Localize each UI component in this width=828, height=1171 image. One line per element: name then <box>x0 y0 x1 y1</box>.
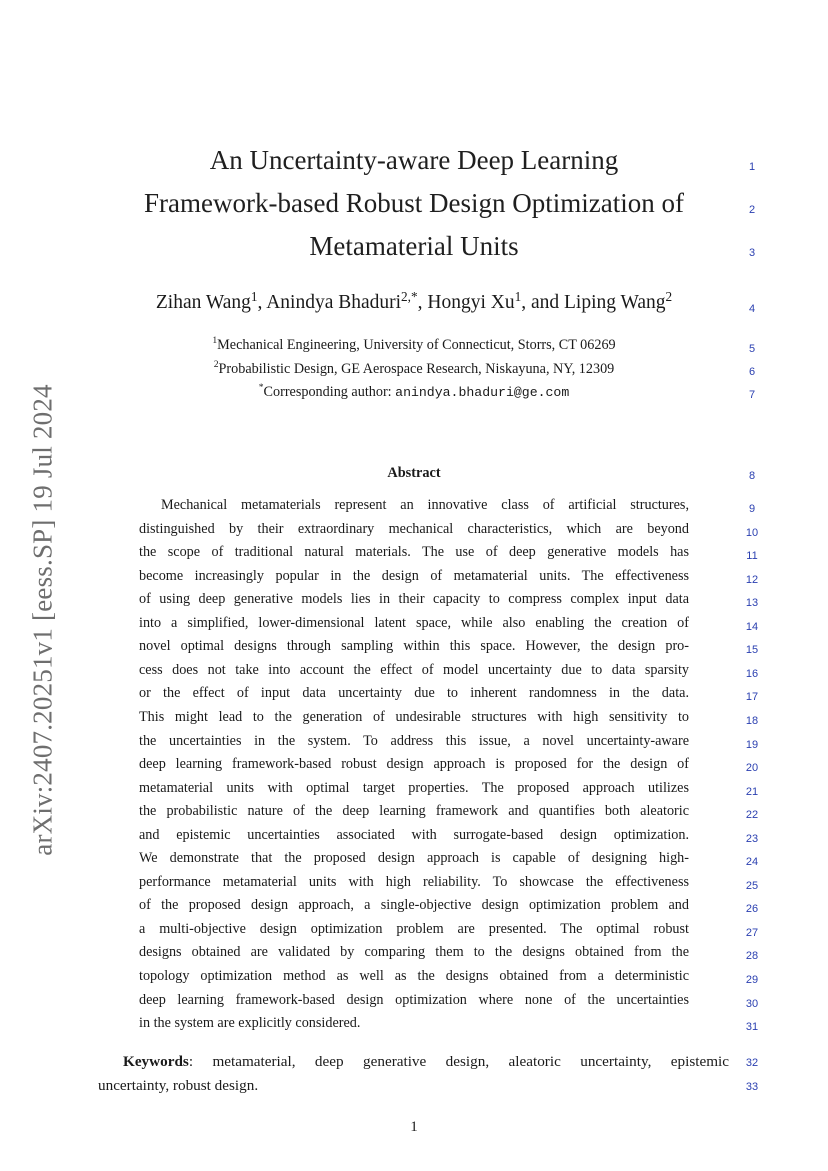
line-number: 15 <box>745 644 759 657</box>
author-name: Liping Wang <box>563 292 666 313</box>
author-name: Anindya Bhaduri <box>266 292 402 313</box>
abstract-line: deep learning framework-based design optimization where none of the uncertainties <box>139 991 689 1008</box>
line-number: 20 <box>745 762 759 775</box>
corresponding-author: *Corresponding author: anindya.bhaduri@ge.com <box>258 382 570 400</box>
title-line-3: Metamaterial Units <box>309 231 519 261</box>
line-number: 11 <box>746 550 758 563</box>
author-affiliation-mark: 2 <box>665 289 673 305</box>
author-list: Zihan Wang$^1$, Anindya Bhaduri$^{2,*}$, Hongyi Xu$^1$, and Liping Wang$^2$ <box>155 289 673 313</box>
arxiv-side-stamp <box>18 370 68 870</box>
abstract-line: deep learning framework-based robust design approach is proposed for the design of <box>139 756 689 773</box>
abstract-line: performance metamaterial units with high reliability. To showcase the effectiveness <box>139 873 689 890</box>
line-number: 24 <box>745 856 759 869</box>
line-number: 7 <box>748 389 756 401</box>
author-affiliation-mark: 2,* <box>401 289 418 305</box>
line-number: 5 <box>748 343 756 355</box>
line-number: 3 <box>748 247 756 259</box>
author-name: Zihan Wang <box>155 292 251 313</box>
line-number: 29 <box>745 974 759 986</box>
line-number: 27 <box>745 926 759 939</box>
abstract-line: metamaterial units with optimal target properties. The proposed approach utilizes <box>139 779 689 796</box>
corresponding-email: anindya.bhaduri@ge.com <box>395 385 570 400</box>
line-number: 22 <box>745 809 759 822</box>
author-name: Hongyi Xu <box>427 292 515 313</box>
abstract-line: the probabilistic nature of the deep learning framework and quantifies both aleatoric <box>139 803 689 820</box>
abstract-line: into a simplified, lower-dimensional latent space, while also enabling the creation of <box>139 614 689 631</box>
line-number: 25 <box>745 879 759 892</box>
line-number: 12 <box>745 573 759 586</box>
affiliation-2: $^2$Probabilistic Design, GE Aerospace Research, Niskayuna, NY, 12309 <box>213 359 615 377</box>
abstract-line: and epistemic uncertainties associated with surrogate-based design optimization. <box>139 826 689 843</box>
line-number: 31 <box>745 1021 759 1034</box>
line-number: 26 <box>745 903 759 916</box>
affiliation-1: $^1$Mechanical Engineering, University of Connecticut, Storrs, CT 06269 <box>212 335 616 353</box>
abstract-line: cess does not take into account the effect of model uncertainty due to data sparsity <box>139 661 689 678</box>
line-number: 10 <box>745 526 759 539</box>
author-affiliation-mark: 1 <box>514 289 522 305</box>
abstract-line: We demonstrate that the proposed design approach is capable of designing high- <box>139 850 689 867</box>
keywords-line-2: uncertainty, robust design. <box>98 1077 259 1094</box>
abstract-line: topology optimization method as well as the designs obtained from a deterministic <box>139 968 689 984</box>
abstract-line: a multi-objective design optimization problem are presented. The optimal robust <box>139 920 689 937</box>
line-number: 9 <box>748 503 756 515</box>
keywords-label: Keywords <box>123 1053 189 1070</box>
line-number: 14 <box>745 620 759 633</box>
title-line-1: An Uncertainty-aware Deep Learning <box>209 145 619 175</box>
abstract-line: become increasingly popular in the design of metamaterial units. The effectiveness <box>139 567 689 584</box>
abstract-line: designs obtained are validated by comparing them to the designs obtained from the <box>139 944 689 961</box>
line-number: 30 <box>745 997 759 1010</box>
line-number: 16 <box>745 667 759 680</box>
line-number: 4 <box>748 303 756 315</box>
line-number: 13 <box>745 597 759 610</box>
abstract-line: the scope of traditional natural materials. The use of deep generative models has <box>139 544 689 561</box>
abstract-line: novel optimal designs through sampling within this space. However, the design pro- <box>139 638 689 655</box>
line-number: 28 <box>745 950 759 963</box>
abstract-line: Mechanical metamaterials represent an innovative class of artificial structures, <box>161 497 689 513</box>
abstract-line: the uncertainties in the system. To address this issue, a novel uncertainty-aware <box>139 732 689 749</box>
abstract-line: distinguished by their extraordinary mechanical characteristics, which are beyond <box>139 520 689 537</box>
line-number: 18 <box>745 714 759 727</box>
abstract-line: of using deep generative models lies in their capacity to compress complex input data <box>139 591 689 608</box>
line-number: 2 <box>748 204 756 216</box>
arxiv-identifier: arXiv:2407.20251v1 [eess.SP] 19 Jul 2024 <box>27 384 58 856</box>
line-number: 8 <box>748 470 756 482</box>
page-number: 1 <box>410 1119 418 1135</box>
abstract-line: in the system are explicitly considered. <box>139 1015 361 1032</box>
keywords-line-1 <box>123 1053 729 1071</box>
author-conjunction: , and <box>521 292 564 313</box>
author-affiliation-mark: 1 <box>250 289 258 305</box>
line-number: 17 <box>745 691 759 704</box>
title-line-2: Framework-based Robust Design Optimization of <box>144 188 684 218</box>
abstract-line: or the effect of input data uncertainty due to inherent randomness in the data. <box>139 685 689 702</box>
abstract-line: of the proposed design approach, a single-objective design optimization problem and <box>139 897 689 914</box>
line-number: 23 <box>745 832 759 845</box>
line-number: 32 <box>745 1057 759 1069</box>
line-number: 19 <box>745 738 759 751</box>
abstract-heading: Abstract <box>387 465 441 481</box>
line-number: 6 <box>748 366 756 378</box>
line-number: 21 <box>745 785 759 798</box>
line-number: 1 <box>748 161 756 173</box>
abstract-line: This might lead to the generation of undesirable structures with high sensitivity to <box>139 708 689 725</box>
line-number: 33 <box>745 1081 759 1093</box>
keywords-text: : metamaterial, deep generative design, aleatoric uncertainty, epistemic <box>188 1053 729 1070</box>
